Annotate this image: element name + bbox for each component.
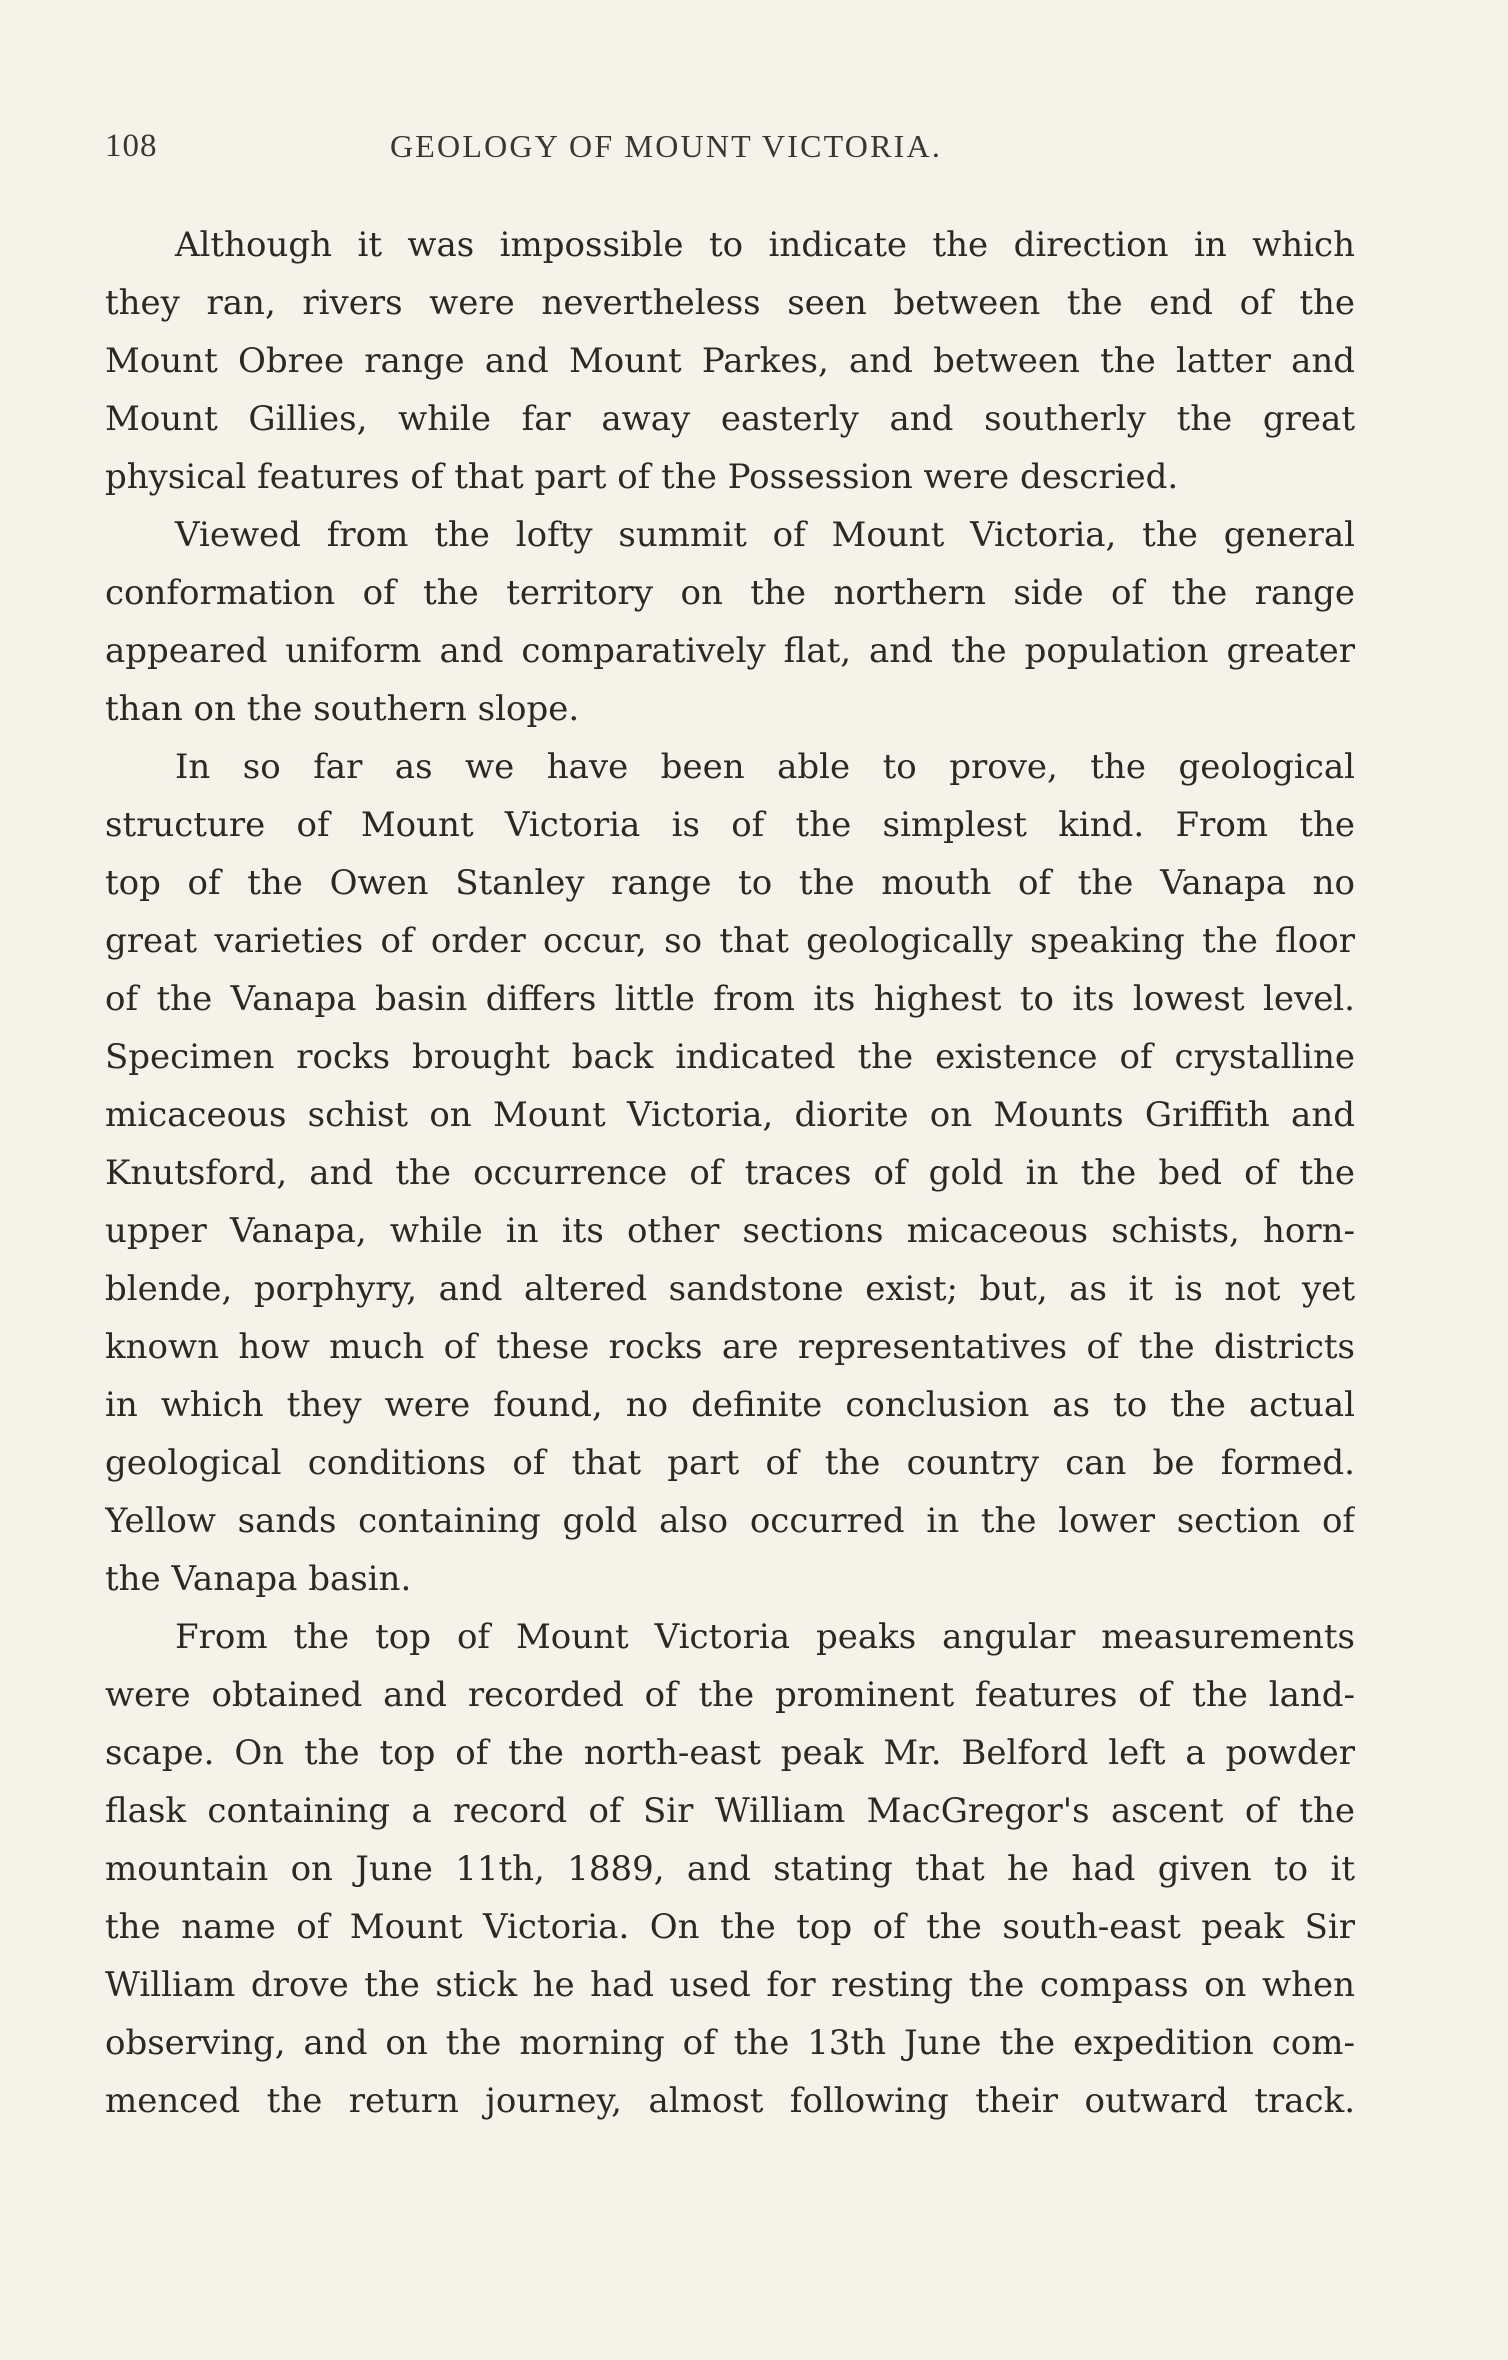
- text-line: the Vanapa basin.: [105, 1559, 412, 1599]
- text-line: physical features of that part of the Possession were descried.: [105, 457, 1179, 497]
- text-line: Mount Gillies, while far away easterly and southerly the great: [105, 399, 1355, 439]
- text-line: top of the Owen Stanley range to the mouth of the Vanapa no: [105, 863, 1355, 903]
- text-line: Although it was impossible to indicate the direction in which: [175, 225, 1355, 265]
- text-line: Specimen rocks brought back indicated the existence of crystalline: [105, 1037, 1355, 1077]
- text-line: observing, and on the morning of the 13th June the expedition com-: [105, 2023, 1355, 2063]
- text-line: were obtained and recorded of the prominent features of the land-: [105, 1675, 1355, 1715]
- body-text: [105, 216, 1355, 2130]
- text-line: scape. On the top of the north-east peak Mr. Belford left a powder: [105, 1733, 1355, 1773]
- text-line: structure of Mount Victoria is of the simplest kind. From the: [105, 805, 1355, 845]
- text-line: flask containing a record of Sir William MacGregor's ascent of the: [105, 1791, 1355, 1831]
- text-line: upper Vanapa, while in its other sections micaceous schists, horn-: [105, 1211, 1355, 1251]
- text-line: than on the southern slope.: [105, 689, 580, 729]
- text-line: menced the return journey, almost following their outward track.: [105, 2081, 1355, 2121]
- text-line: in which they were found, no definite conclusion as to the actual: [105, 1385, 1355, 1425]
- text-line: mountain on June 11th, 1889, and stating that he had given to it: [105, 1849, 1355, 1889]
- text-line: great varieties of order occur, so that geologically speaking the floor: [105, 921, 1355, 961]
- text-line: Yellow sands containing gold also occurred in the lower section of: [105, 1501, 1355, 1541]
- text-line: William drove the stick he had used for resting the compass on when: [105, 1965, 1355, 2005]
- text-line: Knutsford, and the occurrence of traces of gold in the bed of the: [105, 1153, 1355, 1193]
- text-line: conformation of the territory on the northern side of the range: [105, 573, 1355, 613]
- text-line: Mount Obree range and Mount Parkes, and between the latter and: [105, 341, 1355, 381]
- text-line: of the Vanapa basin differs little from its highest to its lowest level.: [105, 979, 1355, 1019]
- text-line: Viewed from the lofty summit of Mount Victoria, the general: [175, 515, 1355, 555]
- running-title: GEOLOGY OF MOUNT VICTORIA.: [390, 128, 943, 164]
- text-line: micaceous schist on Mount Victoria, diorite on Mounts Griffith and: [105, 1095, 1355, 1135]
- text-line: geological conditions of that part of the country can be formed.: [105, 1443, 1355, 1483]
- text-line: From the top of Mount Victoria peaks angular measurements: [175, 1617, 1355, 1657]
- page-header: [100, 128, 1350, 178]
- text-line: In so far as we have been able to prove, the geological: [175, 747, 1355, 787]
- text-line: known how much of these rocks are representatives of the districts: [105, 1327, 1355, 1367]
- text-line: appeared uniform and comparatively flat, and the population greater: [105, 631, 1355, 671]
- page-number: 108: [105, 128, 158, 164]
- text-line: the name of Mount Victoria. On the top of the south-east peak Sir: [105, 1907, 1355, 1947]
- text-line: they ran, rivers were nevertheless seen between the end of the: [105, 283, 1355, 323]
- text-line: blende, porphyry, and altered sandstone exist; but, as it is not yet: [105, 1269, 1355, 1309]
